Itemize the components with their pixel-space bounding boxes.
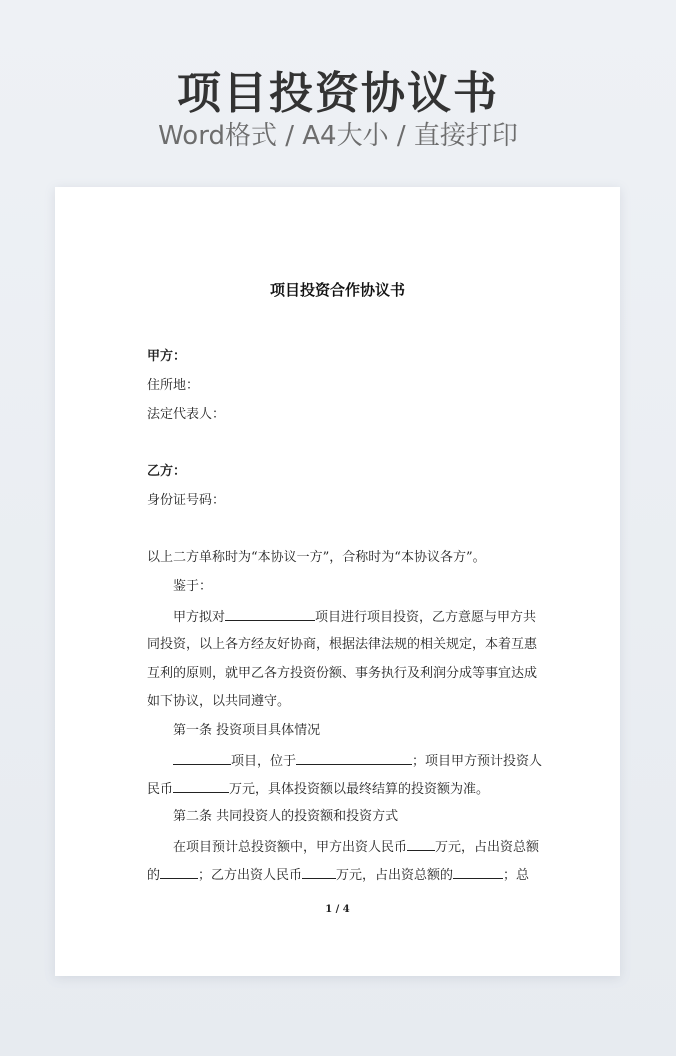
article-1-line-1 bbox=[173, 750, 542, 772]
blank-project[interactable] bbox=[173, 750, 231, 765]
party-b-label: 乙方： bbox=[147, 464, 187, 479]
article-2-title: 第二条 共同投资人的投资额和投资方式 bbox=[173, 809, 399, 824]
art2-text-e: 万元，占出资总额的 bbox=[336, 868, 454, 883]
blank-party-b-ratio[interactable] bbox=[453, 864, 503, 879]
blank-project-name[interactable] bbox=[225, 606, 315, 621]
party-a-label: 甲方： bbox=[147, 349, 187, 364]
article-2-line-1 bbox=[173, 836, 539, 858]
article-1-title: 第一条 投资项目具体情况 bbox=[173, 723, 321, 738]
blank-party-a-ratio[interactable] bbox=[160, 864, 198, 879]
art2-text-f: ；总 bbox=[503, 868, 530, 883]
paragraph-1-line-1 bbox=[173, 606, 536, 628]
art2-text-b: 万元，占出资总额 bbox=[435, 840, 540, 855]
paragraph-1-line-2: 同投资，以上各方经友好协商，根据法律法规的相关规定，本着互惠 bbox=[147, 637, 538, 652]
blank-investment-amount[interactable] bbox=[173, 778, 229, 793]
blank-party-a-amount[interactable] bbox=[407, 836, 435, 851]
banner-title: 项目投资协议书 bbox=[177, 68, 499, 119]
party-a-representative: 法定代表人： bbox=[147, 407, 226, 422]
banner-subtitle: Word格式 / A4大小 / 直接打印 bbox=[158, 121, 518, 151]
art1-text-b: ；项目甲方预计投资人 bbox=[412, 754, 543, 769]
document-page bbox=[55, 187, 620, 976]
p1-text-b: 项目进行项目投资，乙方意愿与甲方共 bbox=[315, 610, 537, 625]
p1-text-a: 甲方拟对 bbox=[173, 610, 226, 625]
party-b-id-number: 身份证号码： bbox=[147, 493, 226, 508]
party-a-address: 住所地： bbox=[147, 378, 200, 393]
blank-party-b-amount[interactable] bbox=[302, 864, 336, 879]
blank-location[interactable] bbox=[296, 750, 412, 765]
art1-text-a: 项目，位于 bbox=[231, 754, 297, 769]
article-1-line-2 bbox=[147, 778, 489, 800]
paragraph-1-line-3: 互利的原则，就甲乙各方投资份额、事务执行及利润分成等事宜达成 bbox=[147, 666, 538, 681]
article-2-line-2 bbox=[147, 864, 529, 886]
paragraph-1-line-4: 如下协议，以共同遵守。 bbox=[147, 694, 291, 709]
art2-text-d: ；乙方出资人民币 bbox=[198, 868, 303, 883]
art1-text-d: 万元，具体投资额以最终结算的投资额为准。 bbox=[229, 782, 490, 797]
whereas-label: 鉴于： bbox=[173, 579, 213, 594]
art1-text-c: 民币 bbox=[147, 782, 174, 797]
art2-text-c: 的 bbox=[147, 868, 161, 883]
page-number: 1 / 4 bbox=[325, 904, 350, 915]
document-title: 项目投资合作协议书 bbox=[269, 281, 405, 299]
intro-paragraph: 以上二方单称时为“本协议一方”，合称时为“本协议各方”。 bbox=[147, 550, 486, 565]
art2-text-a: 在项目预计总投资额中，甲方出资人民币 bbox=[173, 840, 408, 855]
